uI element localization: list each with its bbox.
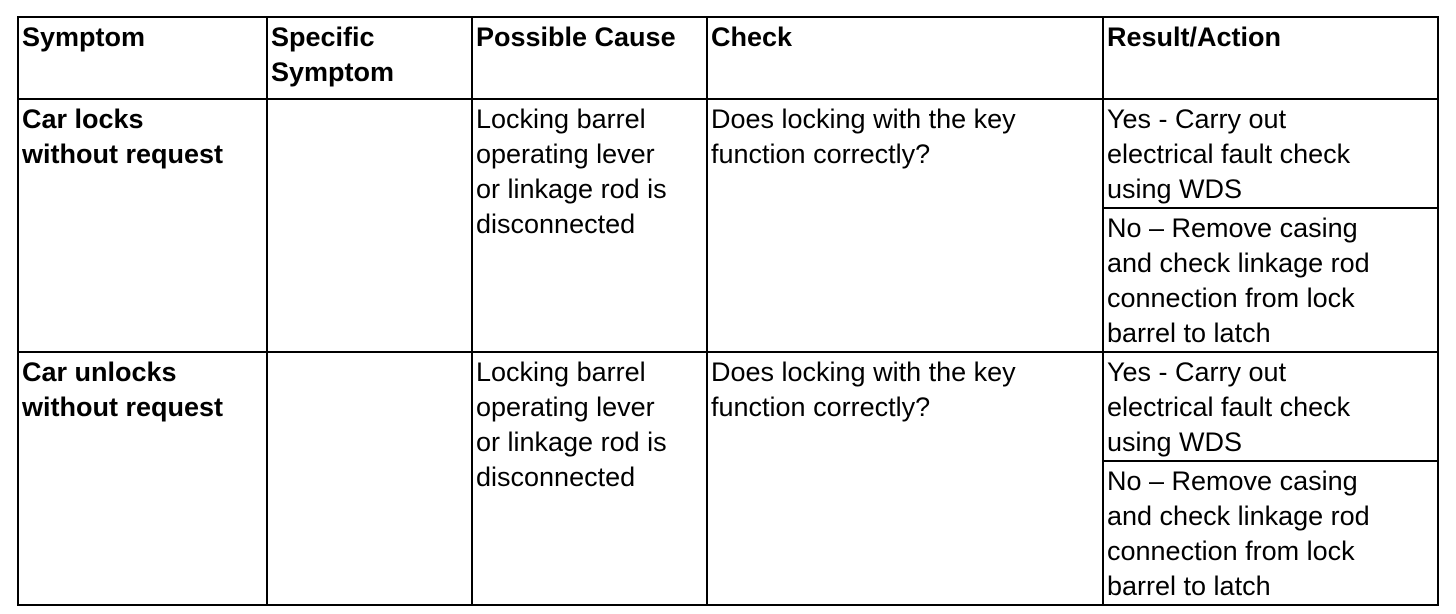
diagnostic-table <box>17 16 1439 606</box>
symptom-cell: Car unlocks without request <box>18 352 267 605</box>
result-yes-cell: Yes - Carry out electrical fault check using WDS <box>1103 99 1438 208</box>
result-no-cell: No – Remove casing and check linkage rod connection from lock barrel to latch <box>1103 208 1438 352</box>
table-row <box>18 99 1438 208</box>
header-possible-cause: Possible Cause <box>472 17 707 99</box>
result-yes-cell: Yes - Carry out electrical fault check using WDS <box>1103 352 1438 461</box>
specific-symptom-cell <box>267 352 472 605</box>
header-result-action: Result/Action <box>1103 17 1438 99</box>
symptom-cell: Car locks without request <box>18 99 267 352</box>
header-specific-symptom: Specific Symptom <box>267 17 472 99</box>
result-no-cell: No – Remove casing and check linkage rod connection from lock barrel to latch <box>1103 461 1438 605</box>
header-check: Check <box>707 17 1103 99</box>
possible-cause-cell: Locking barrel operating lever or linkage rod is disconnected <box>472 99 707 352</box>
check-cell: Does locking with the key function correctly? <box>707 99 1103 352</box>
table-header-row <box>18 17 1438 99</box>
possible-cause-cell: Locking barrel operating lever or linkage rod is disconnected <box>472 352 707 605</box>
check-cell: Does locking with the key function correctly? <box>707 352 1103 605</box>
header-symptom: Symptom <box>18 17 267 99</box>
table-row <box>18 352 1438 461</box>
specific-symptom-cell <box>267 99 472 352</box>
